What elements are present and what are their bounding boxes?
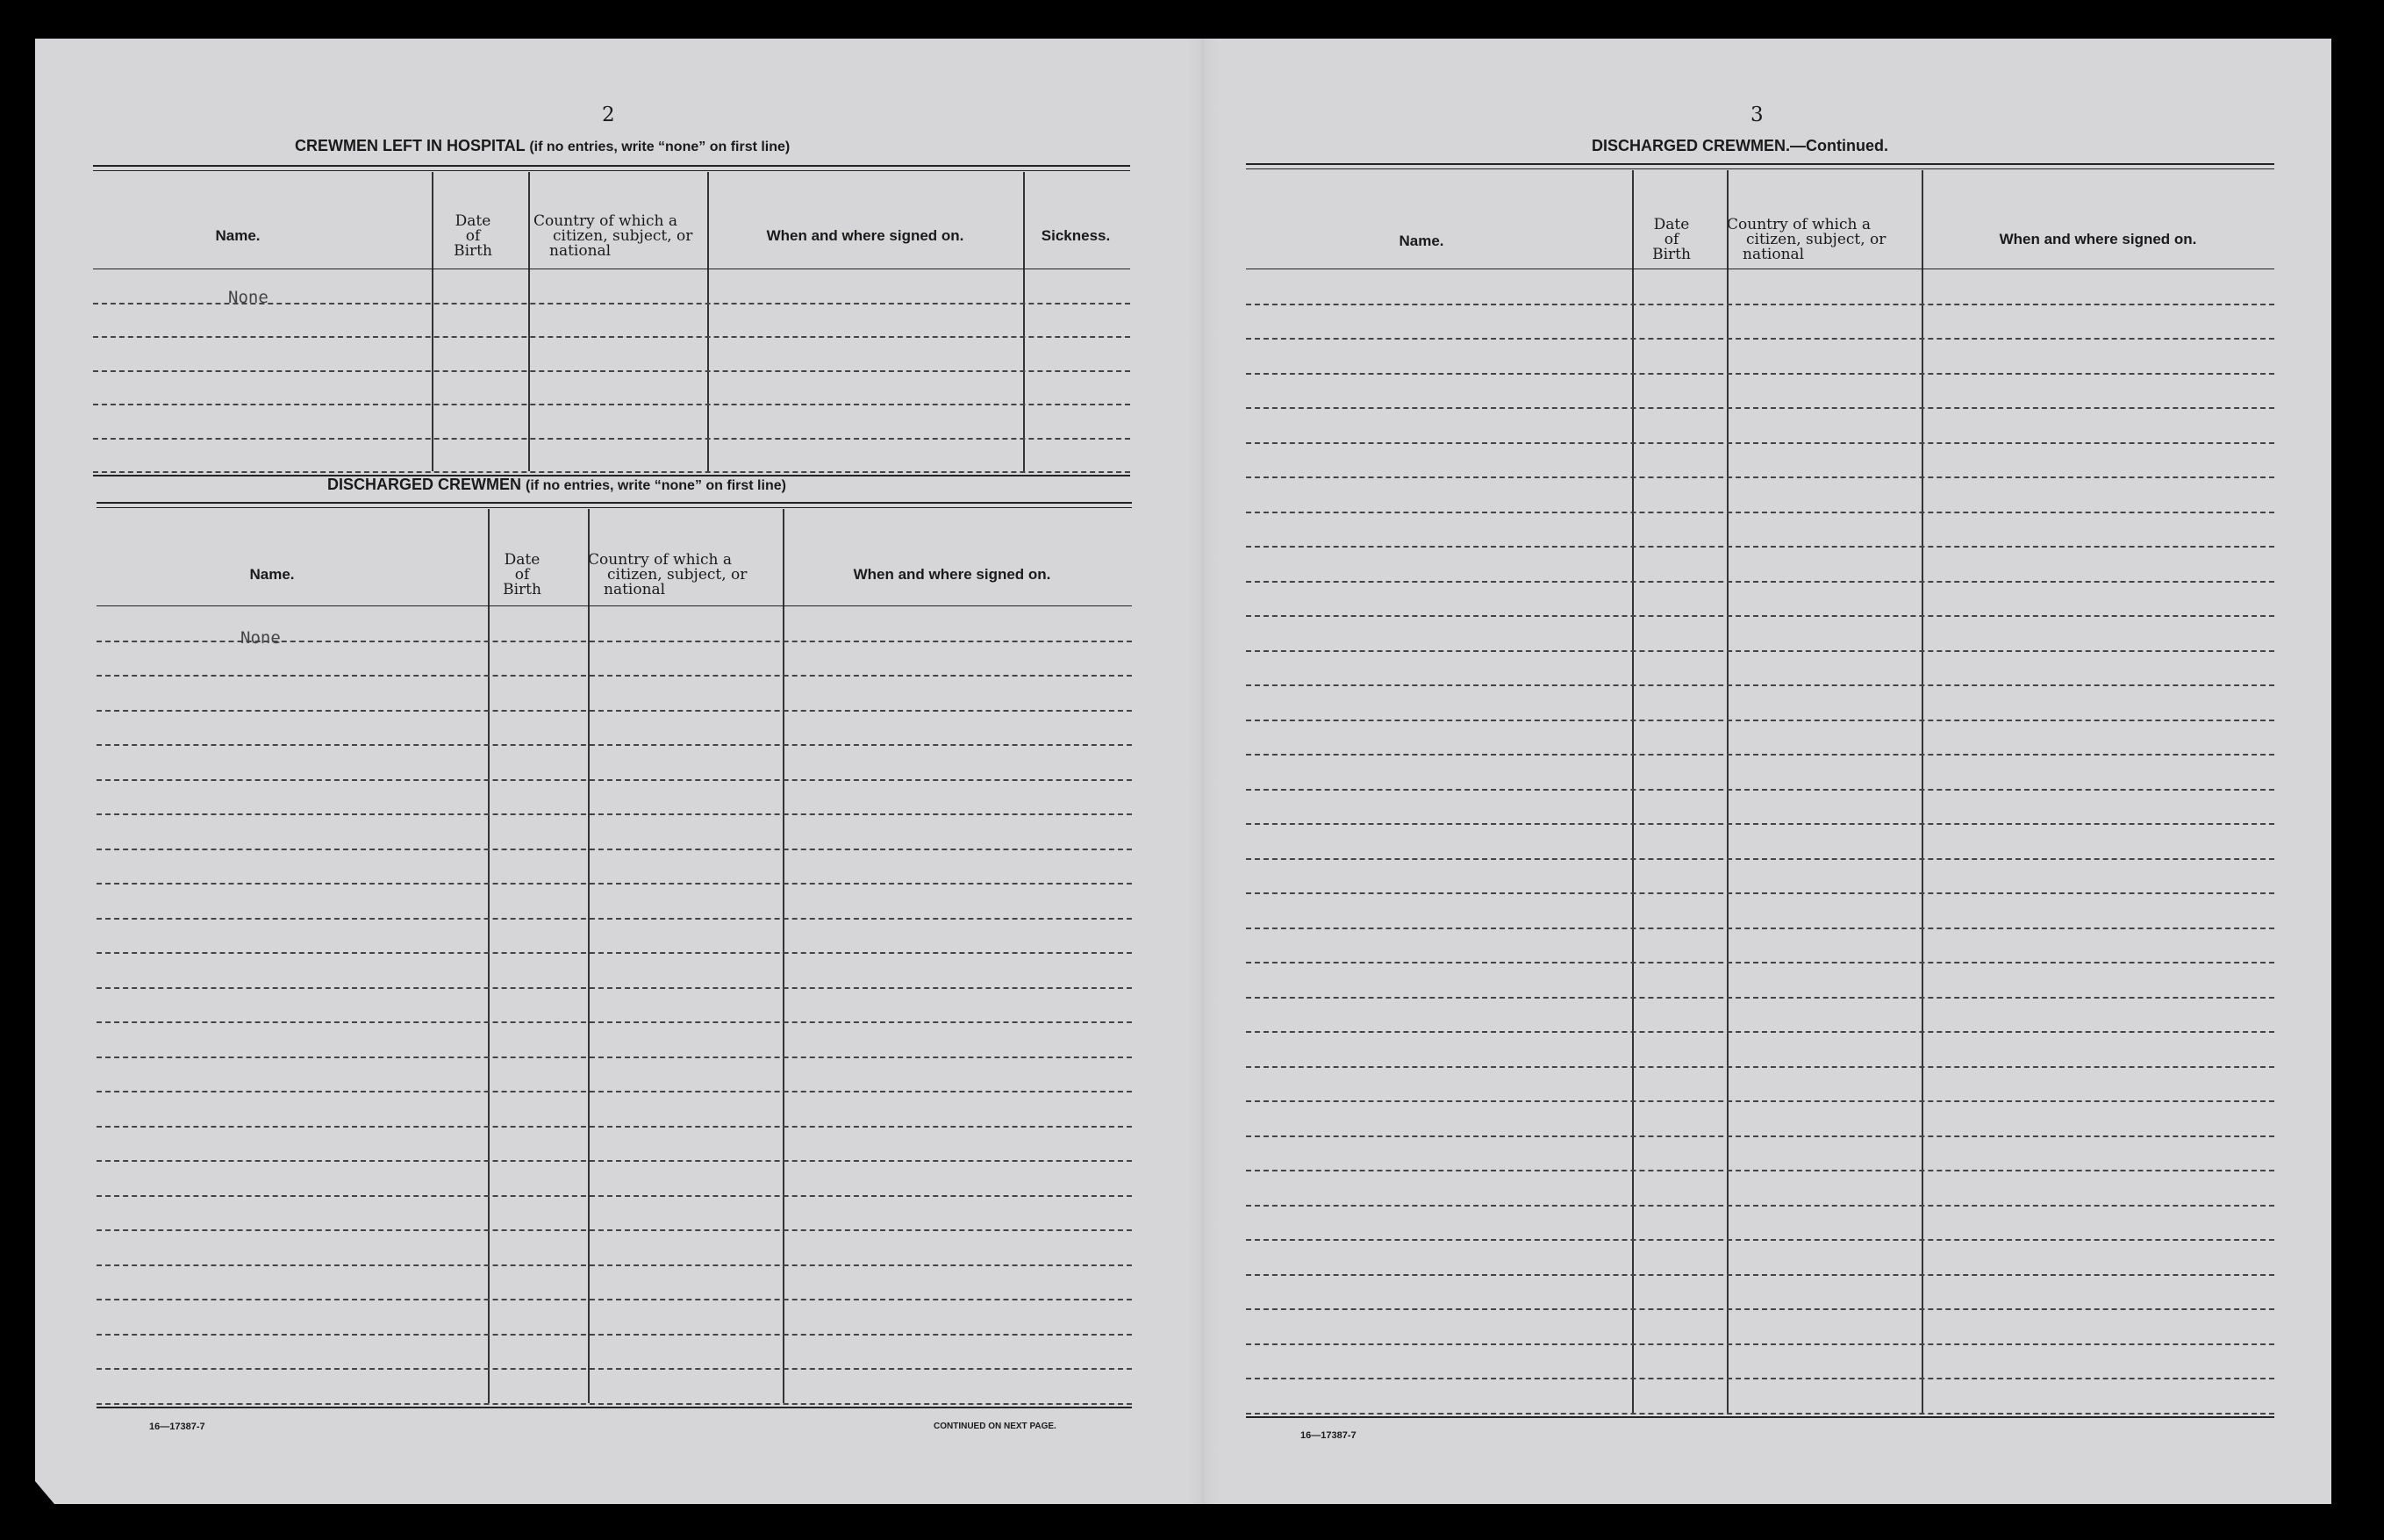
column-divider [1922, 170, 1923, 1413]
discharged-instruction: (if no entries, write “none” on first line) [526, 478, 786, 493]
hospital-section-title [295, 137, 790, 155]
continued-note: CONTINUED ON NEXT PAGE. [934, 1422, 1056, 1431]
table-row [93, 471, 1130, 473]
continued-col-country: Country of which a citizen, subject, or national [1727, 216, 1886, 263]
table-row [1246, 892, 2274, 894]
continued-col-signed-on: When and where signed on. [1999, 231, 2197, 247]
table-row [97, 1299, 1132, 1300]
column-divider [588, 509, 590, 1403]
table-row [97, 813, 1132, 815]
form-number-right: 16—17387-7 [1300, 1430, 1357, 1441]
table-row [97, 1334, 1132, 1336]
discharged-section-title [327, 476, 786, 494]
discharged-entry-none: None [240, 628, 281, 648]
table-row [93, 370, 1130, 372]
table-row [93, 404, 1130, 405]
form-number-left: 16—17387-7 [149, 1422, 205, 1432]
hospital-title-text: CREWMEN LEFT IN HOSPITAL [295, 137, 526, 154]
table-row [1246, 1274, 2274, 1276]
table-row [1246, 928, 2274, 929]
hospital-col-name: Name. [215, 227, 261, 244]
discharged-col-date-of-birth: Date of Birth [503, 551, 541, 598]
table-row [97, 1229, 1132, 1231]
continued-col-date-of-birth: Date of Birth [1652, 216, 1691, 263]
discharged-continued-table [1246, 163, 2274, 1462]
table-row [1246, 1308, 2274, 1310]
table-row [97, 1126, 1132, 1128]
table-row [1246, 858, 2274, 860]
table-row [93, 303, 1130, 304]
table-row [1246, 1205, 2274, 1207]
table-row [1246, 1413, 2274, 1415]
table-row [1246, 1100, 2274, 1102]
table-row [1246, 615, 2274, 617]
page-fold [1187, 39, 1219, 1504]
column-divider [1632, 170, 1634, 1413]
table-row [97, 849, 1132, 850]
table-row [1246, 581, 2274, 583]
discharged-table [97, 502, 1132, 1458]
column-divider [1727, 170, 1729, 1413]
table-row [1246, 789, 2274, 791]
hospital-table [93, 165, 1130, 490]
table-row [1246, 1066, 2274, 1068]
column-divider [707, 172, 709, 471]
table-row [1246, 962, 2274, 963]
page-number-left: 2 [602, 104, 615, 126]
table-row [97, 952, 1132, 954]
table-row [97, 1057, 1132, 1058]
table-row [1246, 650, 2274, 652]
table-row [97, 675, 1132, 677]
table-row [1246, 546, 2274, 548]
table-row [1246, 407, 2274, 409]
column-divider [1023, 172, 1025, 471]
hospital-col-country: Country of which a citizen, subject, or national [533, 212, 693, 260]
hospital-col-sickness: Sickness. [1041, 227, 1111, 244]
table-row [1246, 1239, 2274, 1241]
column-divider [488, 509, 490, 1403]
table-row [97, 1403, 1132, 1405]
continued-section-title: DISCHARGED CREWMEN.—Continued. [1592, 137, 1888, 154]
discharged-col-name: Name. [249, 566, 295, 583]
table-row [1246, 304, 2274, 305]
table-row [97, 1264, 1132, 1266]
table-row [1246, 754, 2274, 756]
discharged-col-country: Country of which a citizen, subject, or national [588, 551, 748, 598]
table-row [1246, 512, 2274, 513]
table-row [1246, 684, 2274, 686]
table-row [93, 336, 1130, 338]
table-row [97, 987, 1132, 989]
table-row [1246, 823, 2274, 825]
page-number-right: 3 [1750, 104, 1764, 126]
form-sheet [35, 39, 2331, 1504]
column-divider [528, 172, 530, 471]
table-row [97, 918, 1132, 920]
table-row [1246, 338, 2274, 340]
table-row [97, 744, 1132, 746]
table-row [97, 1021, 1132, 1023]
table-row [97, 641, 1132, 642]
table-row [97, 1160, 1132, 1162]
table-row [1246, 1031, 2274, 1033]
table-row [1246, 373, 2274, 375]
table-row [97, 710, 1132, 712]
hospital-col-signed-on: When and where signed on. [766, 227, 964, 244]
table-row [97, 1195, 1132, 1197]
table-row [97, 883, 1132, 885]
hospital-entry-none: None [228, 288, 268, 307]
corner-cut [35, 1481, 54, 1504]
discharged-col-signed-on: When and where signed on. [853, 566, 1051, 583]
hospital-col-date-of-birth: Date of Birth [454, 212, 492, 260]
table-row [1246, 1343, 2274, 1345]
header-rule [97, 605, 1132, 606]
table-row [1246, 1170, 2274, 1171]
table-row [1246, 1135, 2274, 1137]
column-divider [432, 172, 433, 471]
table-row [1246, 1378, 2274, 1379]
table-row [1246, 476, 2274, 478]
table-row [97, 1368, 1132, 1370]
table-row [1246, 720, 2274, 721]
table-row [1246, 442, 2274, 444]
table-row [97, 779, 1132, 781]
continued-col-name: Name. [1399, 233, 1444, 249]
table-row [1246, 997, 2274, 999]
column-divider [783, 509, 784, 1403]
table-row [93, 438, 1130, 440]
hospital-instruction: (if no entries, write “none” on first line) [529, 140, 791, 154]
table-row [97, 1091, 1132, 1092]
discharged-title-text: DISCHARGED CREWMEN [327, 476, 522, 493]
